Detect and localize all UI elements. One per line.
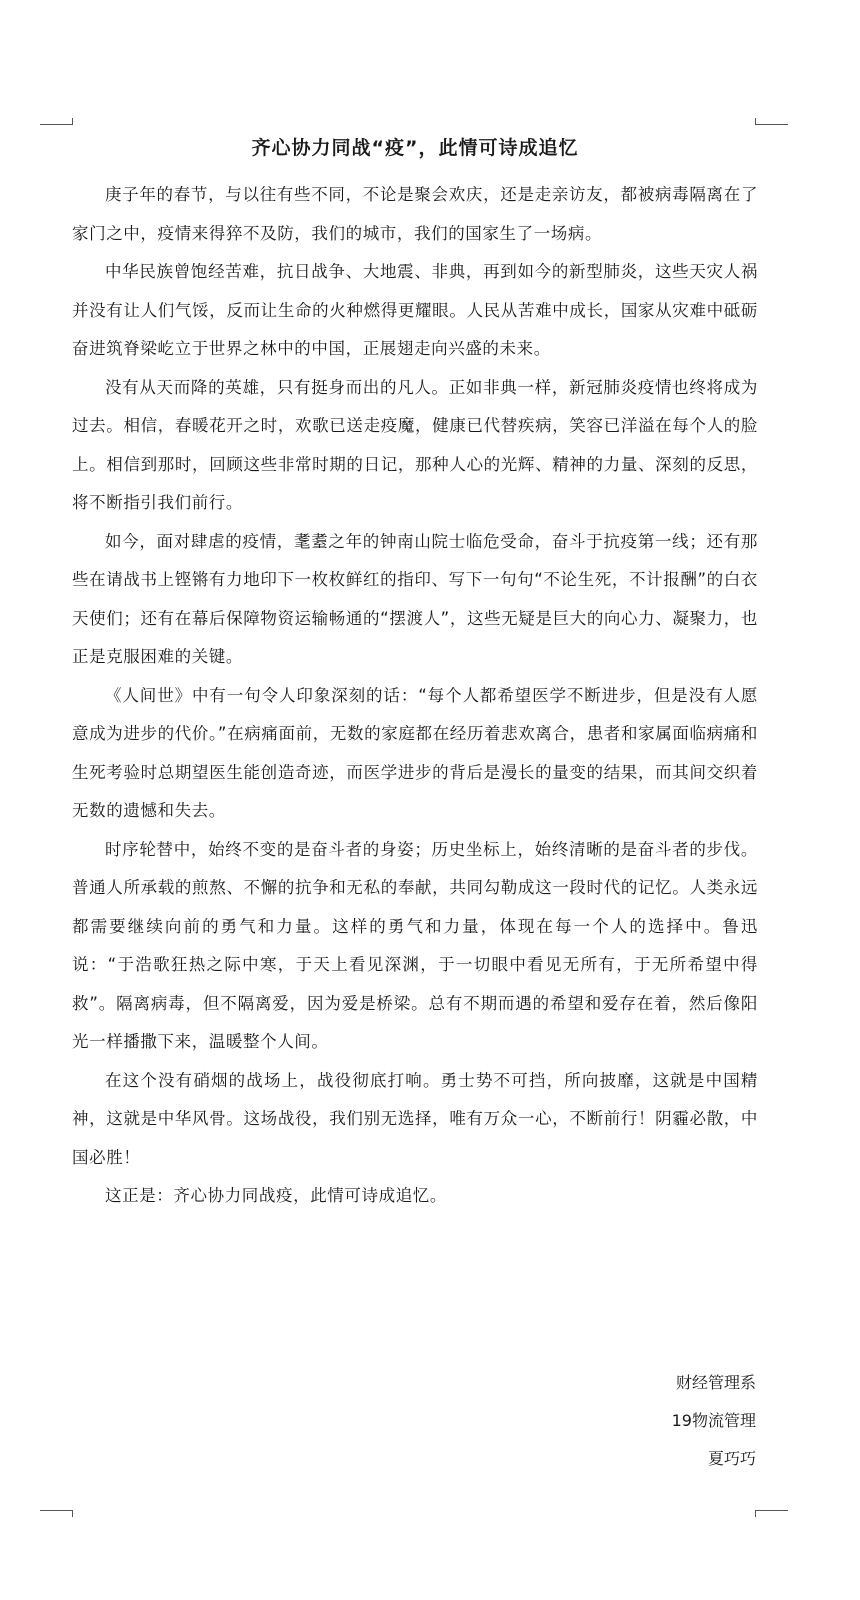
crop-mark-bottom-right [755, 1510, 788, 1517]
crop-mark-top-right [755, 118, 788, 125]
document-title: 齐心协力同战“疫”，此情可诗成追忆 [251, 137, 579, 159]
paragraph-6: 时序轮替中，始终不变的是奋斗者的身姿；历史坐标上，始终清晰的是奋斗者的步伐。普通人所承载的煎熬、不懈的抗争和无私的奉献，共同勾勒成这一段时代的记忆。人类永远都需要继续向前的勇气和力量。这样的勇气和力量，体现在每一个人的选择中。鲁迅说：“于浩歌狂热之际中寒，于天上看见深渊，于一切眼中看见无所有，于无所希望中得救”。隔离病毒，但不隔离爱，因为爱是桥梁。总有不期而遇的希望和爱存在着，然后像阳光一样播撒下来，温暖整个人间。 [72, 839, 758, 1051]
paragraph-4: 如今，面对肆虐的疫情，耄耋之年的钟南山院士临危受命，奋斗于抗疫第一线；还有那些在请战书上铿锵有力地印下一枚枚鲜红的指印、写下一句句“不论生死，不计报酬”的白衣天使们；还有在幕后保障物资运输畅通的“摆渡人”，这些无疑是巨大的向心力、凝聚力，也正是克服困难的关键。 [72, 531, 758, 666]
paragraph-1: 庚子年的春节，与以往有些不同，不论是聚会欢庆，还是走亲访友，都被病毒隔离在了家门之中，疫情来得猝不及防，我们的城市，我们的国家生了一场病。 [72, 185, 758, 243]
signature-block [672, 1364, 756, 1478]
crop-mark-top-left [40, 118, 73, 125]
signature-author: 夏巧巧 [707, 1449, 756, 1468]
signature-department: 财经管理系 [675, 1373, 756, 1392]
paragraph-2: 中华民族曾饱经苦难，抗日战争、大地震、非典，再到如今的新型肺炎，这些天灾人祸并没有让人们气馁，反而让生命的火种燃得更耀眼。人民从苦难中成长，国家从灾难中砥砺奋进筑脊梁屹立于世界之林中的中国，正展翅走向兴盛的未来。 [72, 262, 758, 358]
signature-class: 19物流管理 [671, 1411, 756, 1430]
paragraph-5: 《人间世》中有一句令人印象深刻的话：“每个人都希望医学不断进步，但是没有人愿意成为进步的代价。”在病痛面前，无数的家庭都在经历着悲欢离合，患者和家属面临病痛和生死考验时总期望医生能创造奇迹，而医学进步的背后是漫长的量变的结果，而其间交织着无数的遗憾和失去。 [72, 685, 758, 820]
crop-mark-bottom-left [40, 1510, 73, 1517]
paragraph-7: 在这个没有硝烟的战场上，战役彻底打响。勇士势不可挡，所向披靡，这就是中国精神，这就是中华风骨。这场战役，我们别无选择，唯有万众一心，不断前行！阴霾必散，中国必胜！ [72, 1070, 758, 1167]
paragraph-8: 这正是：齐心协力同战疫，此情可诗成追忆。 [105, 1186, 447, 1205]
document-body [72, 176, 758, 1216]
paragraph-3: 没有从天而降的英雄，只有挺身而出的凡人。正如非典一样，新冠肺炎疫情也终将成为过去。相信，春暖花开之时，欢歌已送走疫魔，健康已代替疾病，笑容已洋溢在每个人的脸上。相信到那时，回顾这些非常时期的日记，那种人心的光辉、精神的力量、深刻的反思，将不断指引我们前行。 [72, 377, 758, 512]
